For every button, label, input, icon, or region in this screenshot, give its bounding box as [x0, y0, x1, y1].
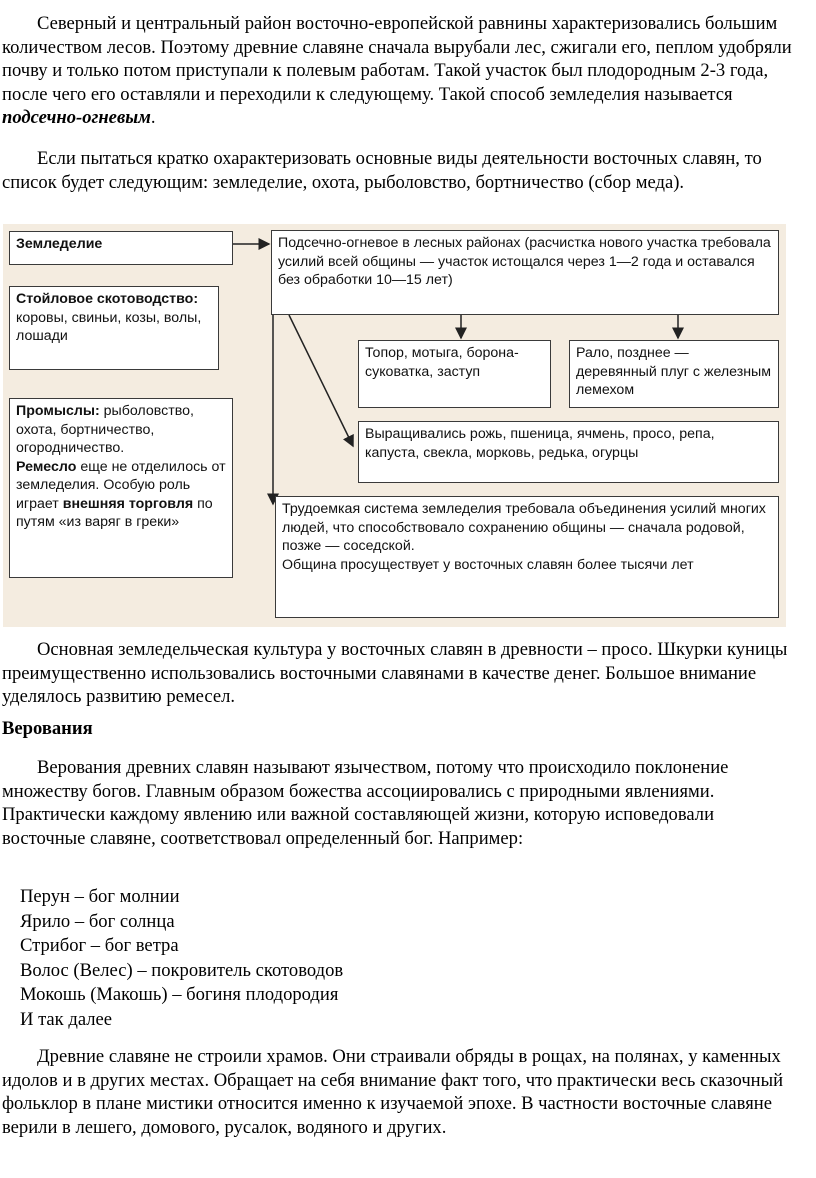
- paragraph-4-text: Верования древних славян называют язычеством, потому что происходило поклонение множеству богов. Главным образом божества ассоциировались с природными явлениями. Практически каждому явлению или важной составляющей жизни, которую исповедовали восточные славяне, соответствовал определенный бог. Например:: [2, 757, 729, 849]
- list-item: И так далее: [20, 1008, 113, 1030]
- box-podsechno: [271, 230, 779, 315]
- paragraph-1: [2, 12, 798, 130]
- podsechno-text: Подсечно-огневое в лесных районах (расчистка нового участка требовала усилий всей общины — участок истощался через 1—2 года и оставался без обработки 10—15 лет): [278, 235, 771, 288]
- box-system: [275, 496, 779, 618]
- section-heading: Верования: [2, 718, 93, 739]
- promysly-text: рыболовство, охота, бортничество, огородничество.: [16, 403, 194, 456]
- arrow-to-crops: [289, 315, 353, 446]
- paragraph-2-text: Если пытаться кратко охарактеризовать основные виды деятельности восточных славян, то список будет следующим: земледелие, охота, рыболовство, бортничество (сбор меда).: [2, 148, 762, 193]
- zemledelie-label: Земледелие: [16, 236, 103, 252]
- list-item: Стрибог – бог ветра: [20, 935, 179, 956]
- remeslo-title: Ремесло: [16, 458, 77, 475]
- torgovlya-title: внешняя торговля: [62, 495, 194, 512]
- torgovlya-text: по путям «из варяг в греки»: [16, 495, 213, 530]
- paragraph-4: [2, 756, 798, 850]
- emphasis-term: подсечно-огневым: [2, 107, 151, 128]
- box-ralo: [569, 340, 779, 408]
- paragraph-3: [2, 638, 798, 709]
- box-skotovodstvo: [9, 286, 219, 370]
- crops-text: Выращивались рожь, пшеница, ячмень, просо, репа, капуста, свекла, морковь, редька, огурцы: [365, 426, 715, 461]
- paragraph-1-end: .: [150, 107, 156, 128]
- box-crops: [358, 421, 779, 483]
- paragraph-5-text: Древние славяне не строили храмов. Они страивали обряды в рощах, на полянах, у каменных идолов и в других местах. Обращает на себя внимание факт того, что практически весь сказочный фольклор в плане мистики относится именно к изучаемой эпохе. В частности восточные славяне верили в лешего, домового, русалок, водяного и других.: [2, 1046, 784, 1138]
- list-item: Волос (Велес) – покровитель скотоводов: [20, 959, 344, 981]
- list-item: Перун – бог молнии: [20, 886, 180, 907]
- paragraph-2: [2, 147, 798, 194]
- list-item: Мокошь (Макошь) – богиня плодородия: [20, 984, 339, 1005]
- paragraph-5: [2, 1045, 798, 1139]
- agriculture-diagram: [3, 224, 786, 627]
- box-promysly: [9, 398, 233, 578]
- community-text: Община просуществует у восточных славян более тысячи лет: [282, 556, 694, 573]
- gods-list: [20, 885, 343, 1032]
- tools-text: Топор, мотыга, борона-суковатка, заступ: [365, 345, 519, 380]
- ralo-text: Рало, позднее — деревянный плуг с железным лемехом: [576, 345, 772, 398]
- box-zemledelie: [9, 231, 233, 265]
- paragraph-1-text: Северный и центральный район восточно-европейской равнины характеризовались большим количеством лесов. Поэтому древние славяне сначала вырубали лес, сжигали его, пеплом удобряли почву и только потом приступали к полевым работам. Такой участок был плодородным 2-3 года, после чего его оставляли и переходили к следующему. Такой способ земледелия называется: [2, 13, 792, 105]
- paragraph-3-text: Основная земледельческая культура у восточных славян в древности – просо. Шкурки куницы преимущественно использовались восточными славянами в качестве денег. Большое внимание уделялось развитию ремесел.: [2, 639, 788, 707]
- remeslo-text: еще не отделилось от земледелия. Особую роль играет: [16, 458, 226, 512]
- skot-text: коровы, свиньи, козы, волы, лошади: [16, 309, 202, 344]
- promysly-title: Промыслы:: [16, 403, 100, 419]
- system-text: Трудоемкая система земледелия требовала объединения усилий многих людей, что способствовало сохранению общины — сначала родовой, позже — соседской.: [282, 501, 766, 554]
- box-tools: [358, 340, 551, 408]
- list-item: Ярило – бог солнца: [20, 910, 175, 932]
- skot-title: Стойловое скотоводство:: [16, 291, 199, 307]
